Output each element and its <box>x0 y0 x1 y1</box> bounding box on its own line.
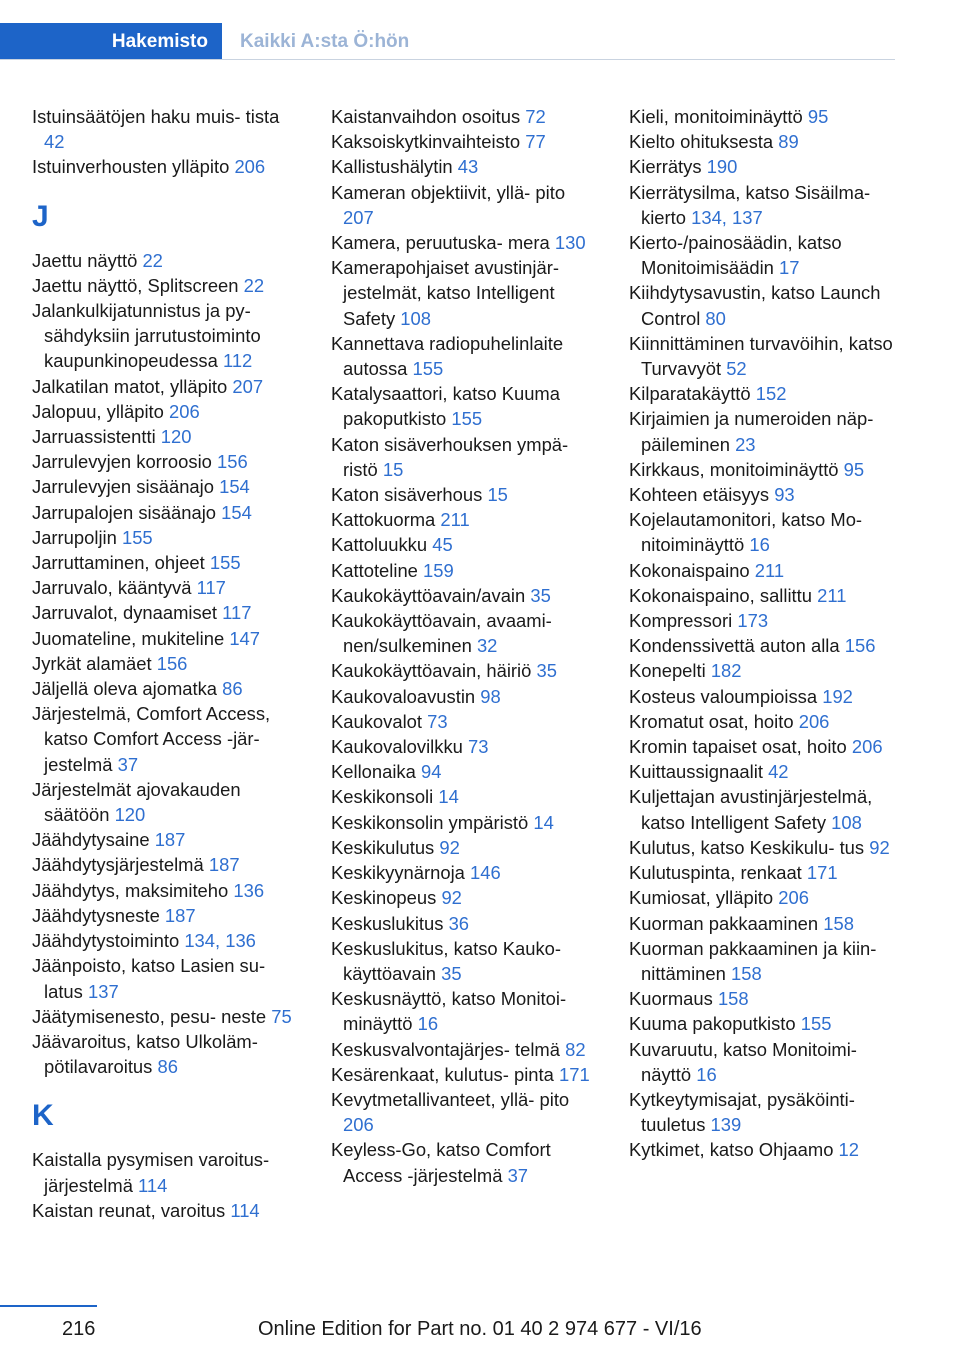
index-entry-text: Järjestelmät ajovakauden säätöön <box>32 778 241 826</box>
page-reference-link[interactable]: 206 <box>778 887 809 909</box>
page-reference-link[interactable]: 206 <box>234 156 266 178</box>
index-entry <box>629 986 897 1011</box>
index-entry <box>331 1062 599 1087</box>
index-entry <box>629 558 897 583</box>
page-reference-link[interactable]: 112 <box>222 350 253 372</box>
index-entry-text: Keskuslukitus <box>331 912 444 934</box>
page-reference-link[interactable]: 36 <box>448 912 470 934</box>
index-entry <box>331 331 599 381</box>
index-entry <box>32 399 300 424</box>
page-reference-link[interactable]: 17 <box>779 257 800 279</box>
index-entry <box>331 658 599 683</box>
index-entry <box>32 500 300 525</box>
page-number: 216 <box>62 1318 96 1340</box>
index-entry-text: Kromatut osat, hoito <box>629 710 794 732</box>
page-reference-link[interactable]: 16 <box>749 534 770 556</box>
index-entry-text: Kaistan reunat, varoitus <box>32 1199 226 1221</box>
page-reference-link[interactable]: 134, 137 <box>691 206 763 228</box>
index-entry-text: Kaukokäyttöavain/avain <box>331 584 526 606</box>
index-entry-text: Kromin tapaiset osat, hoito <box>629 736 847 758</box>
index-entry-text: Jarruvalot, dynaamiset <box>32 602 218 624</box>
section-letter: K <box>32 1099 54 1133</box>
index-entry <box>331 986 599 1036</box>
index-entry <box>331 381 599 431</box>
index-entry <box>331 129 599 154</box>
index-entry <box>32 474 300 499</box>
index-entry-text: Kokonaispaino, sallittu <box>629 584 812 606</box>
index-entry-text: Kuittaussignaalit <box>629 761 763 783</box>
page-reference-link[interactable]: 158 <box>717 988 749 1010</box>
index-entry-text: Jarruttaminen, ohjeet <box>32 552 205 574</box>
page-reference-link[interactable]: 211 <box>754 559 785 581</box>
index-entry <box>629 633 897 658</box>
page-reference-link[interactable]: 108 <box>831 811 862 833</box>
index-entry-text: Juomateline, mukiteline <box>32 627 225 649</box>
page-reference-link[interactable]: 95 <box>807 106 829 127</box>
index-entry-text: Kohteen etäisyys <box>629 484 770 506</box>
index-entry-text: Katon sisäverhous <box>331 484 483 506</box>
page-reference-link[interactable]: 117 <box>196 577 226 599</box>
page-reference-link[interactable]: 155 <box>451 408 483 430</box>
index-entry-text: Kierto-/painosäädin, katso Monitoimisäädin <box>629 232 842 279</box>
page-reference-link[interactable]: 206 <box>343 1114 374 1136</box>
page-reference-link[interactable]: 146 <box>470 862 501 884</box>
page-reference-link[interactable]: 15 <box>382 458 404 480</box>
index-entry-text: Kulutus, katso Keskikulu‐ tus <box>629 836 865 858</box>
index-entry <box>331 558 599 583</box>
page-reference-link[interactable]: 154 <box>221 501 252 523</box>
index-entry <box>331 709 599 734</box>
index-entry-text: Kiinnittäminen turvavöihin, katso Turvavyöt <box>629 332 893 380</box>
page-reference-link[interactable]: 182 <box>710 660 742 682</box>
index-entry <box>32 1004 300 1029</box>
index-entry-text: Kuorman pakkaaminen ja kiin‐ nittäminen <box>629 937 877 984</box>
page-reference-link[interactable]: 35 <box>441 962 462 984</box>
page-reference-link[interactable]: 211 <box>440 509 470 531</box>
page-reference-link[interactable]: 98 <box>480 685 501 707</box>
index-entry <box>629 583 897 608</box>
index-entry <box>629 759 897 784</box>
page-reference-link[interactable]: 92 <box>439 836 460 858</box>
index-entry <box>331 885 599 910</box>
index-entry <box>629 1011 897 1036</box>
page-reference-link[interactable]: 139 <box>710 1114 742 1136</box>
page-reference-link[interactable]: 171 <box>559 1063 590 1085</box>
index-entry <box>629 608 897 633</box>
index-entry-text: Kaukovalovilkku <box>331 736 463 758</box>
index-entry <box>32 525 300 550</box>
page-reference-link[interactable]: 37 <box>117 753 139 775</box>
page-reference-link[interactable]: 94 <box>420 761 442 783</box>
index-entry <box>331 835 599 860</box>
index-column-3 <box>629 104 897 1163</box>
index-entry-text: Kesärenkaat, kulutus‐ pinta <box>331 1063 554 1085</box>
index-entry-text: Kamera, peruutuska‐ mera <box>331 232 550 254</box>
index-entry <box>331 1087 599 1137</box>
page-reference-link[interactable]: 206 <box>798 710 830 732</box>
index-entry <box>629 507 897 557</box>
page-reference-link[interactable]: 52 <box>726 358 747 380</box>
index-entry <box>629 709 897 734</box>
index-entry <box>629 885 897 910</box>
index-entry <box>32 298 300 374</box>
index-entry <box>331 154 599 179</box>
page-reference-link[interactable]: 120 <box>160 426 192 448</box>
index-entry-text: Kattokuorma <box>331 509 436 531</box>
index-entry <box>331 104 599 129</box>
index-entry <box>331 759 599 784</box>
index-entry <box>331 608 599 658</box>
index-entry-text: Jäähdytysneste <box>32 904 160 926</box>
page-reference-link[interactable]: 80 <box>705 307 726 329</box>
index-entry <box>629 684 897 709</box>
index-entry-text: Kannettava radiopuhelinlaite autossa <box>331 332 564 380</box>
page-reference-link[interactable]: 12 <box>838 1139 860 1161</box>
index-entry <box>331 180 599 230</box>
index-entry-text: Konepelti <box>629 660 706 682</box>
index-entry-text: Kuorman pakkaaminen <box>629 912 819 934</box>
header-divider <box>0 59 895 60</box>
index-entry-text: Jäähdytysjärjestelmä <box>32 854 204 876</box>
index-entry-text: Jäähdytystoiminto <box>32 930 180 952</box>
index-entry <box>331 583 599 608</box>
page-reference-link[interactable]: 211 <box>817 584 847 606</box>
page-reference-link[interactable]: 23 <box>735 433 756 455</box>
index-entry <box>32 154 300 179</box>
index-entry-text: Kulutuspinta, renkaat <box>629 862 802 884</box>
page-reference-link[interactable]: 158 <box>823 912 854 934</box>
tab-hakemisto-label: Hakemisto <box>111 30 208 52</box>
edition-footer: Online Edition for Part no. 01 40 2 974 677 - VI/16 <box>258 1318 702 1340</box>
index-entry <box>32 1029 300 1079</box>
index-entry <box>331 1037 599 1062</box>
index-entry-text: Kumiosat, ylläpito <box>629 887 774 909</box>
page-reference-link[interactable]: 35 <box>536 660 557 682</box>
page-reference-link[interactable]: 171 <box>806 862 838 884</box>
page-reference-link[interactable]: 155 <box>800 1013 832 1035</box>
index-entry-text: Keskuslukitus, katso Kauko‐ käyttöavain <box>331 937 561 984</box>
index-entry-text: Kattoluukku <box>331 534 428 556</box>
index-entry-text: Keyless-Go, katso Comfort Access -järjestelmä <box>331 1139 551 1186</box>
page-reference-link[interactable]: 114 <box>138 1174 168 1196</box>
page-reference-link[interactable]: 156 <box>844 635 876 657</box>
index-column-2 <box>331 104 599 1188</box>
page-reference-link[interactable]: 73 <box>468 736 489 758</box>
tab-hakemisto[interactable] <box>0 23 222 60</box>
page-reference-link[interactable]: 155 <box>209 552 241 574</box>
index-entry-text: Jarruvalo, kääntyvä <box>32 577 192 599</box>
index-entry <box>32 953 300 1003</box>
page-reference-link[interactable]: 207 <box>232 375 264 397</box>
index-entry-text: Kuljettajan avustinjärjestelmä, katso Intelligent Safety <box>629 786 873 833</box>
index-entry-text: Kosteus valoumpioissa <box>629 685 818 707</box>
index-entry <box>629 784 897 834</box>
index-entry <box>331 684 599 709</box>
page-reference-link[interactable]: 190 <box>706 156 738 178</box>
index-entry-text: Keskinopeus <box>331 887 437 909</box>
index-entry-text: Kirjaimien ja numeroiden näp‐ päileminen <box>629 408 874 455</box>
page-reference-link[interactable]: 156 <box>217 451 248 473</box>
index-entry <box>629 230 897 280</box>
index-entry-text: Kameran objektiivit, yllä‐ pito <box>331 181 566 203</box>
index-entry <box>32 575 300 600</box>
page-reference-link[interactable]: 92 <box>441 887 462 909</box>
page-reference-link[interactable]: 82 <box>565 1038 586 1060</box>
page-reference-link[interactable]: 155 <box>412 358 444 380</box>
index-entry <box>629 482 897 507</box>
index-entry-text: Keskikonsolin ympäristö <box>331 811 529 833</box>
index-entry <box>32 827 300 852</box>
index-entry-text: Jarrulevyjen sisäänajo <box>32 476 214 498</box>
page-number-bar <box>0 1305 97 1307</box>
index-entry-text: Kuormaus <box>629 988 713 1010</box>
page-reference-link[interactable]: 136 <box>233 879 265 901</box>
index-entry-text: Kellonaika <box>331 761 416 783</box>
index-entry-text: Kaistalla pysymisen varoitus‐ järjestelmä <box>32 1149 270 1196</box>
index-entry-text: Jarruassistentti <box>32 426 156 448</box>
index-entry-text: Istuinverhousten ylläpito <box>32 156 230 178</box>
index-entry-text: Kokonaispaino <box>629 559 750 581</box>
index-entry-text: Keskikulutus <box>331 836 435 858</box>
page-reference-link[interactable]: 114 <box>230 1199 260 1221</box>
index-entry-text: Järjestelmä, Comfort Access, katso Comfort Access -jär‐ jestelmä <box>32 703 271 775</box>
index-entry <box>629 734 897 759</box>
index-entry-text: Kytkimet, katso Ohjaamo <box>629 1139 834 1161</box>
index-entry <box>629 1137 897 1162</box>
page-reference-link[interactable]: 206 <box>169 400 200 422</box>
page-reference-link[interactable]: 155 <box>121 526 153 548</box>
page-reference-link[interactable]: 158 <box>730 962 762 984</box>
page-reference-link[interactable]: 35 <box>530 584 551 606</box>
section-letter: J <box>32 199 49 233</box>
index-entry <box>32 550 300 575</box>
tab-kaikki-a-o[interactable] <box>222 23 409 60</box>
index-entry-text: Kaksoiskytkinvaihteisto <box>331 131 521 153</box>
index-entry-text: Kamerapohjaiset avustinjär‐ jestelmät, katso Intelligent Safety <box>331 257 559 329</box>
page-reference-link[interactable]: 207 <box>343 206 374 228</box>
page-reference-link[interactable]: 14 <box>438 786 459 808</box>
index-entry-text: Keskusvalvontajärjes‐ telmä <box>331 1038 560 1060</box>
page-reference-link[interactable]: 75 <box>271 1005 292 1027</box>
index-entry-text: Kuuma pakoputkisto <box>629 1013 796 1035</box>
page-reference-link[interactable]: 192 <box>822 685 853 707</box>
index-entry <box>32 701 300 777</box>
index-entry-text: Istuinsäätöjen haku muis‐ tista <box>32 106 280 127</box>
index-entry-text: Jäähdytysaine <box>32 829 150 851</box>
index-entry <box>629 658 897 683</box>
index-entry-text: Keskusnäyttö, katso Monitoi‐ minäyttö <box>331 988 567 1035</box>
index-entry <box>331 532 599 557</box>
index-entry-text: Jäätymisenesto, pesu‐ neste <box>32 1005 267 1027</box>
page-reference-link[interactable]: 43 <box>457 156 479 178</box>
page-reference-link[interactable]: 16 <box>696 1063 717 1085</box>
page-reference-link[interactable]: 16 <box>417 1013 439 1035</box>
index-entry <box>32 104 300 154</box>
index-entry <box>32 600 300 625</box>
index-entry-text: Kallistushälytin <box>331 156 453 178</box>
index-entry-text: Kaukokäyttöavain, avaami‐ nen/sulkeminen <box>331 610 552 657</box>
index-entry-text: Jarrulevyjen korroosio <box>32 451 212 473</box>
index-entry <box>32 1198 300 1223</box>
index-entry <box>629 104 897 129</box>
page-reference-link[interactable]: 130 <box>554 232 586 254</box>
page-reference-link[interactable]: 120 <box>114 804 146 826</box>
index-entry-text: Kaukovaloavustin <box>331 685 476 707</box>
page-reference-link[interactable]: 14 <box>533 811 554 833</box>
index-column-1 <box>32 104 300 1223</box>
index-entry <box>629 331 897 381</box>
page-reference-link[interactable]: 187 <box>208 854 240 876</box>
index-entry-text: Keskikyynärnoja <box>331 862 465 884</box>
index-entry-text: Kompressori <box>629 610 733 632</box>
index-entry <box>32 903 300 928</box>
index-entry <box>629 154 897 179</box>
page-reference-link[interactable]: 117 <box>222 602 252 624</box>
page-reference-link[interactable]: 92 <box>869 836 890 858</box>
page-reference-link[interactable]: 156 <box>156 652 188 674</box>
index-entry-text: Kierrätysilma, katso Sisäilma‐ kierto <box>629 181 871 228</box>
index-entry <box>629 180 897 230</box>
page-reference-link[interactable]: 73 <box>427 710 448 732</box>
index-entry-text: Kielto ohituksesta <box>629 131 774 153</box>
index-entry-text: Kaukovalot <box>331 710 422 732</box>
index-entry <box>331 911 599 936</box>
index-entry <box>32 928 300 953</box>
page-reference-link[interactable]: 32 <box>476 635 498 657</box>
index-entry <box>331 860 599 885</box>
tab-kaikki-label: Kaikki A:sta Ö:hön <box>240 30 410 52</box>
index-entry <box>32 248 300 273</box>
index-entry-text: Jalopuu, ylläpito <box>32 400 164 422</box>
index-entry-text: Keskikonsoli <box>331 786 434 808</box>
page-reference-link[interactable]: 42 <box>44 131 65 153</box>
page-reference-link[interactable]: 95 <box>843 458 865 480</box>
index-entry <box>32 651 300 676</box>
index-entry-text: Kilparatakäyttö <box>629 383 751 405</box>
page-reference-link[interactable]: 45 <box>432 534 453 556</box>
index-entry <box>331 1137 599 1187</box>
index-entry <box>331 507 599 532</box>
index-entry-text: Katon sisäverhouksen ympä‐ ristö <box>331 433 569 480</box>
index-entry-text: Jyrkät alamäet <box>32 652 152 674</box>
page-reference-link[interactable]: 147 <box>229 627 260 649</box>
index-entry-text: Kaukokäyttöavain, häiriö <box>331 660 532 682</box>
index-entry-text: Kierrätys <box>629 156 702 178</box>
index-entry <box>629 406 897 456</box>
page-reference-link[interactable]: 187 <box>154 829 186 851</box>
index-entry-text: Kojelautamonitori, katso Mo‐ nitoiminäyttö <box>629 509 863 556</box>
index-entry <box>32 626 300 651</box>
page-reference-link[interactable]: 173 <box>737 610 769 632</box>
index-entry <box>331 784 599 809</box>
page-reference-link[interactable]: 206 <box>851 736 883 758</box>
index-entry <box>331 230 599 255</box>
index-entry <box>629 936 897 986</box>
index-entry-text: Jalankulkijatunnistus ja py‐ sähdyksiin jarrutustoiminto kaupunkinopeudessa <box>32 300 261 372</box>
index-entry <box>32 1147 300 1197</box>
page-reference-link[interactable]: 137 <box>87 980 119 1002</box>
index-entry <box>629 381 897 406</box>
page-reference-link[interactable]: 108 <box>400 307 431 329</box>
index-entry-text: Kuvaruutu, katso Monitoimi‐ näyttö <box>629 1038 857 1085</box>
page-reference-link[interactable]: 22 <box>243 274 265 296</box>
index-entry <box>331 810 599 835</box>
page-reference-link[interactable]: 77 <box>525 131 546 153</box>
index-entry <box>331 255 599 331</box>
page-reference-link[interactable]: 72 <box>525 106 546 127</box>
page-reference-link[interactable]: 86 <box>222 678 243 700</box>
index-entry <box>629 457 897 482</box>
page-reference-link[interactable]: 89 <box>778 131 799 153</box>
index-entry-text: Kytkeytymisajat, pysäköinti‐ tuuletus <box>629 1088 855 1136</box>
page-reference-link[interactable]: 37 <box>507 1164 529 1186</box>
index-entry <box>629 280 897 330</box>
index-entry-text: Jarrupalojen sisäänajo <box>32 501 217 523</box>
index-entry-text: Jaettu näyttö <box>32 249 138 271</box>
index-entry-text: Jarrupoljin <box>32 526 117 548</box>
page-reference-link[interactable]: 187 <box>164 904 196 926</box>
index-entry-text: Jäljellä oleva ajomatka <box>32 678 218 700</box>
page-reference-link[interactable]: 15 <box>487 484 508 506</box>
index-entry <box>629 860 897 885</box>
index-entry <box>629 1037 897 1087</box>
index-entry <box>32 852 300 877</box>
index-entry-text: Kattoteline <box>331 559 418 581</box>
index-entry-text: Kiihdytysavustin, katso Launch Control <box>629 282 881 329</box>
index-entry-text: Jäävaroitus, katso Ulkoläm‐ pötilavaroitus <box>32 1030 258 1078</box>
index-entry <box>629 1087 897 1137</box>
index-entry-text: Kieli, monitoiminäyttö <box>629 106 803 127</box>
page-reference-link[interactable]: 134, 136 <box>184 930 256 952</box>
index-entry <box>32 374 300 399</box>
page-reference-link[interactable]: 152 <box>755 383 787 405</box>
page-reference-link[interactable]: 22 <box>142 249 163 271</box>
index-entry <box>32 449 300 474</box>
index-entry <box>331 432 599 482</box>
index-entry <box>32 676 300 701</box>
index-entry-text: Kirkkaus, monitoiminäyttö <box>629 458 839 480</box>
index-entry <box>32 424 300 449</box>
index-entry-text: Kevytmetallivanteet, yllä‐ pito <box>331 1088 570 1110</box>
index-entry-text: Jäähdytys, maksimiteho <box>32 879 229 901</box>
index-entry <box>32 878 300 903</box>
index-entry-text: Jaettu näyttö, Splitscreen <box>32 274 239 296</box>
index-entry <box>629 129 897 154</box>
index-entry <box>32 273 300 298</box>
page-reference-link[interactable]: 42 <box>768 761 789 783</box>
index-entry <box>629 835 897 860</box>
index-entry-text: Kondenssivettä auton alla <box>629 635 840 657</box>
index-entry <box>629 911 897 936</box>
index-entry-text: Katalysaattori, katso Kuuma pakoputkisto <box>331 383 560 430</box>
index-entry-text: Jalkatilan matot, ylläpito <box>32 375 228 397</box>
index-entry-text: Kaistanvaihdon osoitus <box>331 106 521 127</box>
index-entry <box>331 936 599 986</box>
index-entry-text: Jäänpoisto, katso Lasien su‐ latus <box>32 955 266 1002</box>
index-entry <box>32 777 300 827</box>
index-entry <box>331 734 599 759</box>
page-reference-link[interactable]: 93 <box>774 484 795 506</box>
page-reference-link[interactable]: 154 <box>219 476 250 498</box>
page-reference-link[interactable]: 159 <box>423 559 454 581</box>
page-reference-link[interactable]: 86 <box>157 1056 178 1078</box>
index-entry <box>331 482 599 507</box>
